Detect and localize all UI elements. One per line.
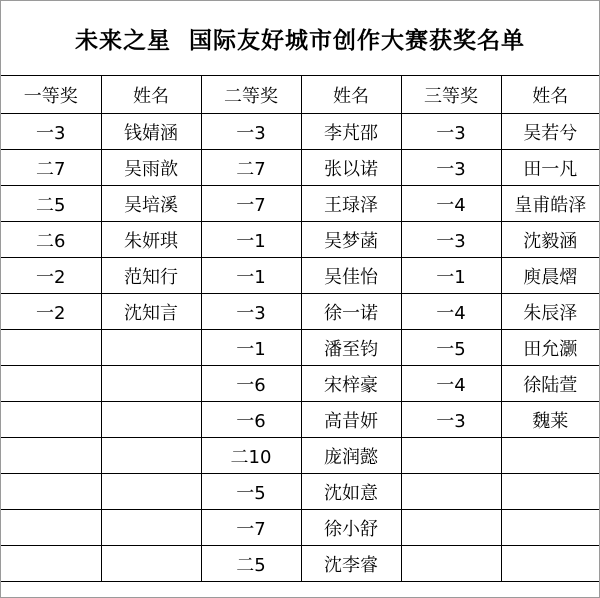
first-prize-name bbox=[101, 402, 201, 438]
table-row bbox=[1, 402, 599, 438]
third-prize-class: 一1 bbox=[401, 258, 501, 294]
third-prize-name bbox=[501, 438, 599, 474]
first-prize-name bbox=[101, 330, 201, 366]
first-prize-class: 二5 bbox=[1, 186, 101, 222]
third-prize-name: 田一凡 bbox=[501, 150, 599, 186]
header-row bbox=[1, 76, 599, 114]
third-prize-class: 一3 bbox=[401, 150, 501, 186]
first-prize-class bbox=[1, 366, 101, 402]
second-prize-name: 李芃邵 bbox=[301, 114, 401, 150]
first-prize-class: 二6 bbox=[1, 222, 101, 258]
third-prize-name: 魏莱 bbox=[501, 402, 599, 438]
table-body bbox=[1, 114, 599, 582]
third-prize-name: 沈毅涵 bbox=[501, 222, 599, 258]
first-prize-name: 吴雨歆 bbox=[101, 150, 201, 186]
first-prize-name bbox=[101, 510, 201, 546]
first-prize-class: 一2 bbox=[1, 258, 101, 294]
second-prize-class: 一3 bbox=[201, 114, 301, 150]
third-prize-name: 田允灏 bbox=[501, 330, 599, 366]
table-row bbox=[1, 474, 599, 510]
first-prize-name: 朱妍琪 bbox=[101, 222, 201, 258]
third-prize-class: 一3 bbox=[401, 114, 501, 150]
second-prize-name: 王琭泽 bbox=[301, 186, 401, 222]
first-prize-name bbox=[101, 546, 201, 582]
first-prize-class bbox=[1, 474, 101, 510]
second-prize-name: 张以诺 bbox=[301, 150, 401, 186]
first-prize-name: 沈知言 bbox=[101, 294, 201, 330]
second-prize-name: 徐小舒 bbox=[301, 510, 401, 546]
second-prize-class: 一6 bbox=[201, 402, 301, 438]
first-prize-name: 钱婧涵 bbox=[101, 114, 201, 150]
second-prize-class: 一1 bbox=[201, 330, 301, 366]
header-first-prize: 一等奖 bbox=[1, 76, 101, 114]
header-second-prize: 二等奖 bbox=[201, 76, 301, 114]
second-prize-name: 高昔妍 bbox=[301, 402, 401, 438]
second-prize-name: 沈如意 bbox=[301, 474, 401, 510]
third-prize-class: 一4 bbox=[401, 186, 501, 222]
second-prize-class: 一3 bbox=[201, 294, 301, 330]
second-prize-name: 徐一诺 bbox=[301, 294, 401, 330]
first-prize-class bbox=[1, 330, 101, 366]
second-prize-class: 二10 bbox=[201, 438, 301, 474]
first-prize-class: 一2 bbox=[1, 294, 101, 330]
header-third-name: 姓名 bbox=[501, 76, 599, 114]
award-table bbox=[1, 75, 599, 582]
second-prize-class: 二5 bbox=[201, 546, 301, 582]
table-row bbox=[1, 366, 599, 402]
second-prize-class: 一7 bbox=[201, 186, 301, 222]
first-prize-name bbox=[101, 474, 201, 510]
third-prize-class: 一4 bbox=[401, 366, 501, 402]
second-prize-name: 沈李睿 bbox=[301, 546, 401, 582]
first-prize-class: 二7 bbox=[1, 150, 101, 186]
header-first-name: 姓名 bbox=[101, 76, 201, 114]
first-prize-class: 一3 bbox=[1, 114, 101, 150]
third-prize-name: 庾晨熠 bbox=[501, 258, 599, 294]
first-prize-name bbox=[101, 366, 201, 402]
second-prize-name: 庞润懿 bbox=[301, 438, 401, 474]
second-prize-class: 二7 bbox=[201, 150, 301, 186]
third-prize-name bbox=[501, 510, 599, 546]
third-prize-name bbox=[501, 546, 599, 582]
second-prize-class: 一6 bbox=[201, 366, 301, 402]
third-prize-name bbox=[501, 474, 599, 510]
third-prize-class: 一3 bbox=[401, 402, 501, 438]
third-prize-class: 一4 bbox=[401, 294, 501, 330]
first-prize-name bbox=[101, 438, 201, 474]
table-row bbox=[1, 294, 599, 330]
table-row bbox=[1, 222, 599, 258]
second-prize-class: 一1 bbox=[201, 258, 301, 294]
third-prize-class: 一3 bbox=[401, 222, 501, 258]
third-prize-name: 徐陆萱 bbox=[501, 366, 599, 402]
page-title: 未来之星 国际友好城市创作大赛获奖名单 bbox=[74, 27, 525, 54]
second-prize-name: 宋梓豪 bbox=[301, 366, 401, 402]
table-row bbox=[1, 186, 599, 222]
third-prize-class bbox=[401, 438, 501, 474]
third-prize-name: 吴若兮 bbox=[501, 114, 599, 150]
second-prize-name: 吴佳怡 bbox=[301, 258, 401, 294]
second-prize-name: 吴梦菡 bbox=[301, 222, 401, 258]
second-prize-name: 潘至钧 bbox=[301, 330, 401, 366]
second-prize-class: 一7 bbox=[201, 510, 301, 546]
table-row bbox=[1, 510, 599, 546]
third-prize-class bbox=[401, 474, 501, 510]
second-prize-class: 一5 bbox=[201, 474, 301, 510]
first-prize-class bbox=[1, 546, 101, 582]
third-prize-name: 皇甫皓泽 bbox=[501, 186, 599, 222]
table-row bbox=[1, 114, 599, 150]
table-row bbox=[1, 150, 599, 186]
header-third-prize: 三等奖 bbox=[401, 76, 501, 114]
first-prize-class bbox=[1, 402, 101, 438]
table-row bbox=[1, 438, 599, 474]
second-prize-class: 一1 bbox=[201, 222, 301, 258]
table-row bbox=[1, 546, 599, 582]
first-prize-name: 吴培溪 bbox=[101, 186, 201, 222]
first-prize-name: 范知行 bbox=[101, 258, 201, 294]
third-prize-name: 朱辰泽 bbox=[501, 294, 599, 330]
header-second-name: 姓名 bbox=[301, 76, 401, 114]
table-row bbox=[1, 330, 599, 366]
third-prize-class: 一5 bbox=[401, 330, 501, 366]
first-prize-class bbox=[1, 438, 101, 474]
third-prize-class bbox=[401, 510, 501, 546]
third-prize-class bbox=[401, 546, 501, 582]
first-prize-class bbox=[1, 510, 101, 546]
table-row bbox=[1, 258, 599, 294]
